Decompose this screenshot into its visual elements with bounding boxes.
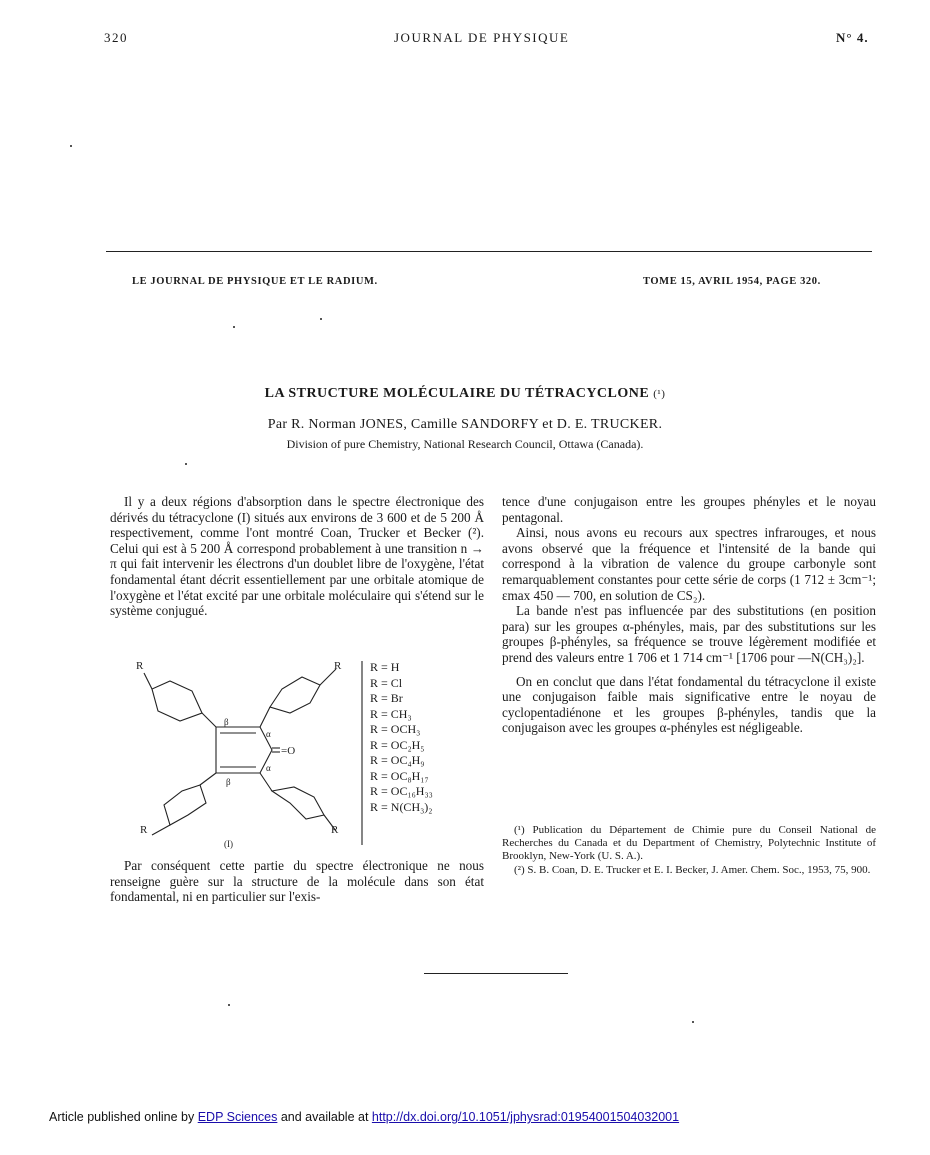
issue-number: N° 4. bbox=[836, 30, 869, 45]
r-group-list bbox=[370, 660, 433, 815]
footnote-2: (²) S. B. Coan, D. E. Trucker et E. I. Becker, J. Amer. Chem. Soc., 1953, 75, 900. bbox=[514, 863, 871, 876]
substituent-label-tl: R bbox=[136, 660, 144, 672]
r-group: R = N(CH₃)₂ bbox=[370, 799, 433, 814]
page-number: 320 bbox=[104, 30, 128, 45]
r-group: R = OCH₃ bbox=[370, 722, 421, 736]
phenyl-ring-bottom-left bbox=[164, 785, 206, 825]
scan-speck bbox=[228, 1004, 230, 1006]
title-text: LA STRUCTURE MOLÉCULAIRE DU TÉTRACYCLONE bbox=[264, 386, 650, 401]
footnotes bbox=[502, 824, 876, 877]
substituent-label-bl: R bbox=[140, 824, 148, 836]
right-para-3: La bande n'est pas influencée par des substitutions (en position para) sur les groupes α-phényles, mais, par des substitutions sur les groupes β-phényles, sa fréquence se trouve légèrement modifiée et prend des valeurs entre 1 706 et 1 714 cm⁻¹ [1706 pour —N(CH₃)₂]. bbox=[502, 603, 876, 665]
affiliation: Division of pure Chemistry, National Research Council, Ottawa (Canada). bbox=[286, 437, 644, 451]
footer-availability bbox=[49, 1110, 679, 1124]
left-column-continued bbox=[110, 858, 484, 905]
figure-label: (I) bbox=[224, 839, 233, 849]
right-column bbox=[502, 494, 876, 736]
r-group: R = OC₂H₅ bbox=[370, 737, 425, 752]
end-rule bbox=[424, 973, 568, 974]
volume-info: TOME 15, AVRIL 1954, PAGE 320. bbox=[643, 276, 821, 287]
beta-label-top: β bbox=[224, 717, 229, 727]
journal-name: LE JOURNAL DE PHYSIQUE ET LE RADIUM. bbox=[132, 276, 378, 287]
r-group: R = H bbox=[370, 660, 400, 674]
footer-prefix: Article published online by bbox=[49, 1110, 198, 1124]
footer-middle: and available at bbox=[277, 1110, 372, 1124]
right-para-1: tence d'une conjugaison entre les groupes phényles et le noyau pentagonal. bbox=[502, 494, 876, 525]
phenyl-ring-top-right bbox=[270, 677, 320, 713]
tetracyclone-structure bbox=[130, 655, 490, 855]
substituent-label-tr: R bbox=[334, 660, 342, 672]
substituent-label-br: R bbox=[331, 824, 339, 836]
phenyl-ring-bottom-right bbox=[272, 787, 324, 819]
r-group: R = Cl bbox=[370, 675, 403, 690]
r-group: R = OC₄H₉ bbox=[370, 753, 425, 767]
oxygen-label: =O bbox=[281, 745, 296, 757]
scan-speck bbox=[320, 318, 322, 320]
doi-link[interactable]: http://dx.doi.org/10.1051/jphysrad:01954001504032001 bbox=[371, 1110, 680, 1124]
cyclopentadienone-ring bbox=[216, 727, 272, 773]
scan-speck bbox=[233, 326, 235, 328]
right-para-2: Ainsi, nous avons eu recours aux spectres infrarouges, et nous avons observé que la fréquence et l'intensité de la bande qui correspond à la vibration de valence du groupe carbonyle sont remarquablement constantes pour cette série de corps (1 712 ± 3cm⁻¹; εmax 450 — 700, en solution de CS₂). bbox=[502, 525, 876, 603]
right-para-4: On en conclut que dans l'état fondamental du tétracyclone il existe une conjugaison faible mais significative entre le noyau de cyclopentadiénone et les groupes β-phényles, tandis que la conjugaison avec les groupes α-phényles est négligeable. bbox=[502, 673, 876, 736]
alpha-label-bottom: α bbox=[266, 763, 271, 773]
r-group: R = OC₈H₁₇ bbox=[370, 768, 429, 783]
scan-speck bbox=[70, 145, 72, 147]
running-title: JOURNAL DE PHYSIQUE bbox=[394, 30, 570, 45]
top-rule bbox=[106, 251, 872, 252]
footnote-1: (¹) Publication du Département de Chimie pure du Conseil National de Recherches du Canada et du Department of Chemistry, Polytechnic Institute of Brooklyn, New-York (U. S. A.). bbox=[502, 824, 876, 863]
phenyl-ring-top-left bbox=[152, 681, 202, 721]
left-para-2: Par conséquent cette partie du spectre électronique ne nous renseigne guère sur la structure de la molécule dans son état fondamental, ni en particulier sur l'exis- bbox=[110, 858, 484, 905]
left-para-1: Il y a deux régions d'absorption dans le spectre électronique des dérivés du tétracyclone (I) situés aux environs de 3 600 et de 5 200 Å respectivement, comme l'ont montré Coan, Trucker et Becker (²). Celui qui est à 5 200 Å correspond probablement à une transition n → π qui fait intervenir les électrons d'un doublet libre de l'oxygène, l'état fondamental étant décrit essentiellement par une orbitale atomique de l'oxygène et l'état excité par une orbitale moléculaire qui s'étend sur le système conjugué. bbox=[110, 494, 484, 619]
r-group: R = OC₁₆H₃₃ bbox=[370, 784, 433, 798]
scan-speck bbox=[692, 1021, 694, 1023]
scan-speck bbox=[185, 463, 187, 465]
publisher-link[interactable]: EDP Sciences bbox=[197, 1110, 278, 1124]
alpha-label-top: α bbox=[266, 729, 271, 739]
beta-label-bottom: β bbox=[226, 777, 231, 787]
authors: Par R. Norman JONES, Camille SANDORFY et D. E. TRUCKER. bbox=[267, 417, 663, 432]
title-note: (¹) bbox=[653, 388, 666, 400]
r-group: R = CH₃ bbox=[370, 706, 412, 721]
r-group: R = Br bbox=[370, 691, 403, 705]
article-title bbox=[0, 386, 930, 402]
left-column bbox=[110, 494, 484, 619]
